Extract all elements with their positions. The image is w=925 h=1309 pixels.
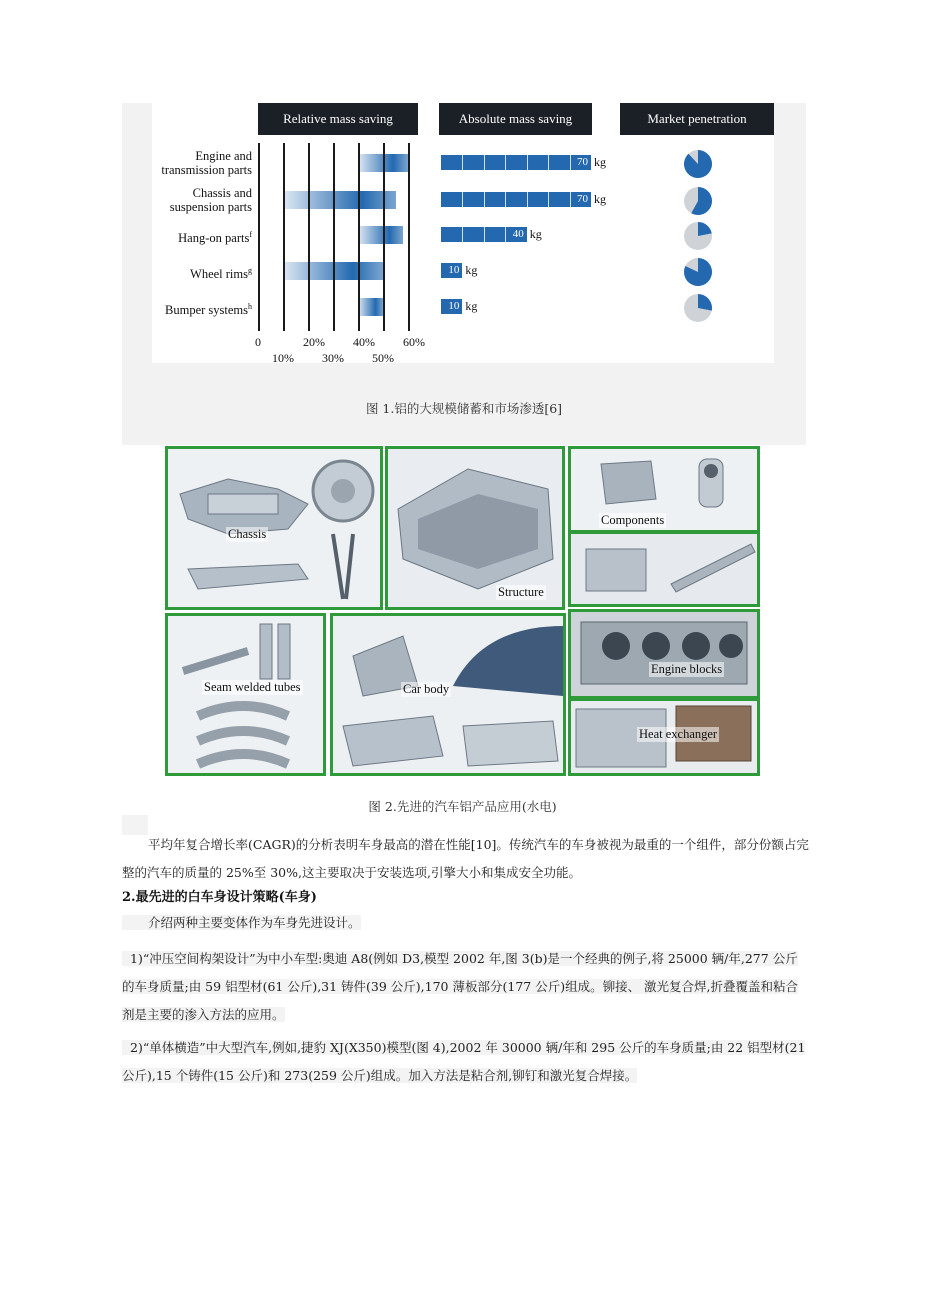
row-label-0 [102,149,252,177]
tick-40: 40% [353,335,375,349]
castings-photo [571,534,757,604]
label-engine-blocks: Engine blocks [651,662,723,676]
gridline-40 [358,143,360,331]
tick-20: 20% [303,335,325,349]
row-superscript: h [248,302,252,311]
figure-1-chart [152,103,774,363]
absolute-bar-segment [548,155,549,170]
market-pie-slice-4 [698,294,712,311]
absolute-value-1: 70 [577,193,588,205]
label-components: Components [601,513,665,527]
engine-photo [571,612,757,696]
row-label-line: Bumper systems [165,303,248,318]
tile-seam-welded-tubes [165,613,326,776]
absolute-bar-segment [570,155,571,170]
tick-60: 60% [403,335,425,349]
row-label-line: transmission parts [161,163,252,177]
label-chassis: Chassis [228,527,267,541]
paragraph-intro-text: 介绍两种主要变体作为车身先进设计。 [122,915,361,930]
relative-bar-4 [358,298,383,316]
gridline-50 [383,143,385,331]
absolute-unit-2: kg [529,227,542,241]
absolute-unit-4: kg [465,299,478,313]
row-label-line: Chassis and [192,186,252,200]
paragraph-jaguar [122,1034,810,1090]
absolute-value-3: 10 [448,264,460,276]
absolute-bar-3 [441,263,462,278]
absolute-value-4: 10 [448,300,460,312]
relative-bar-2 [358,226,403,244]
absolute-bar-4 [441,299,462,314]
row-label-line: Engine and [195,149,252,163]
market-pie-slice-0 [684,150,712,178]
tick-0: 0 [255,335,261,349]
absolute-bar-segment [484,192,485,207]
row-label-line: Hang-on parts [178,231,250,246]
row-label-4 [102,300,252,317]
absolute-unit-3: kg [465,263,478,277]
relative-bar-1 [283,191,396,209]
absolute-bar-2 [441,227,527,242]
tile-heat-exchanger [568,698,760,776]
absolute-value-0: 70 [577,156,588,168]
absolute-bar-segment [505,155,506,170]
label-heat-exchanger: Heat exchanger [639,727,718,741]
market-pie-3 [683,257,713,287]
figure-2 [165,446,760,776]
label-structure: Structure [498,585,544,599]
row-label-3 [102,264,252,281]
row-label-line: suspension parts [169,200,252,214]
paragraph-cagr: 平均年复合增长率(CAGR)的分析表明车身最高的潜在性能[10]。传统汽车的车身被视为最重的一个组件，部分份额占完整的汽车的质量的 25%至 30%,这主要取决于安装选项,引擎大小和集成安全功能。 [122,837,809,880]
market-pie-0 [683,149,713,179]
gridline-60 [408,143,410,331]
absolute-bar-1 [441,192,591,207]
figure-1 [122,103,806,445]
tick-30: 30% [322,351,344,365]
figure-1-caption: 图 1.铝的大规模储蓄和市场渗透[6] [365,401,563,416]
absolute-bar-segment [505,227,506,242]
tick-50: 50% [372,351,394,365]
market-pie-1 [683,186,713,216]
paragraph-intro [122,909,810,937]
row-superscript: g [248,266,252,275]
paragraph-jaguar-text: 2)“单体横造”中大型汽车,例如,捷豹 XJ(X350)模型(图 4),2002 年 30000 辆/年和 295 公斤的车身质量;由 22 铝型材(21 公斤),15 个铸件(15 公斤)和 273(259 公斤)组成。加入方法是粘合剂,铆钉和激光复合焊接。 [122,1040,806,1083]
gridline-10 [283,143,285,331]
header-absolute-mass-saving: Absolute mass saving [439,103,592,135]
header-relative-mass-saving: Relative mass saving [258,103,418,135]
absolute-bar-segment [484,227,485,242]
gridline-30 [333,143,335,331]
tile-structure [385,446,565,610]
structure-photo [388,449,562,607]
absolute-bar-segment [484,155,485,170]
label-seam-welded-tubes: Seam welded tubes [204,680,301,694]
market-pie-4 [683,293,713,323]
absolute-unit-0: kg [594,155,606,169]
absolute-unit-1: kg [594,192,606,206]
absolute-bar-segment [527,192,528,207]
label-car-body: Car body [403,682,450,696]
tile-engine-blocks [568,609,760,699]
tick-10: 10% [272,351,294,365]
absolute-bar-segment [462,155,463,170]
tile-chassis [165,446,383,610]
tile-castings [568,531,760,607]
chassis-photo [168,449,380,607]
row-label-line: Wheel rims [190,267,248,282]
gridline-20 [308,143,310,331]
absolute-bar-segment [548,192,549,207]
row-label-1 [102,186,252,214]
tile-components [568,446,760,533]
gridline-0 [258,143,260,331]
header-market-penetration: Market penetration [620,103,774,135]
paragraph-audi [122,945,810,1029]
absolute-value-2: 40 [512,228,524,240]
absolute-bar-segment [505,192,506,207]
absolute-bar-segment [527,155,528,170]
absolute-bar-segment [462,192,463,207]
figure-2-caption: 图 2.先进的汽车铝产品应用(水电) [368,799,557,814]
absolute-bar-segment [462,227,463,242]
market-pie-2 [683,221,713,251]
section-heading: 2.最先进的白车身设计策略(车身) [122,890,317,905]
absolute-bar-0 [441,155,591,170]
tile-car-body [330,613,566,776]
paragraph-audi-text: 1)“冲压空间构架设计”为中小车型:奥迪 A8(例如 D3,模型 2002 年,图 3(b)是一个经典的例子,将 25000 辆/年,277 公斤的车身质量;由 59 铝型材(61 公斤),31 铸件(39 公斤),170 薄板部分(177 公斤)组成。铆接、 激光复合焊,折叠覆盖和粘合剂是主要的渗入方法的应用。 [122,951,799,1022]
row-label-2 [102,228,252,245]
row-superscript: f [249,230,252,239]
absolute-bar-segment [570,192,571,207]
